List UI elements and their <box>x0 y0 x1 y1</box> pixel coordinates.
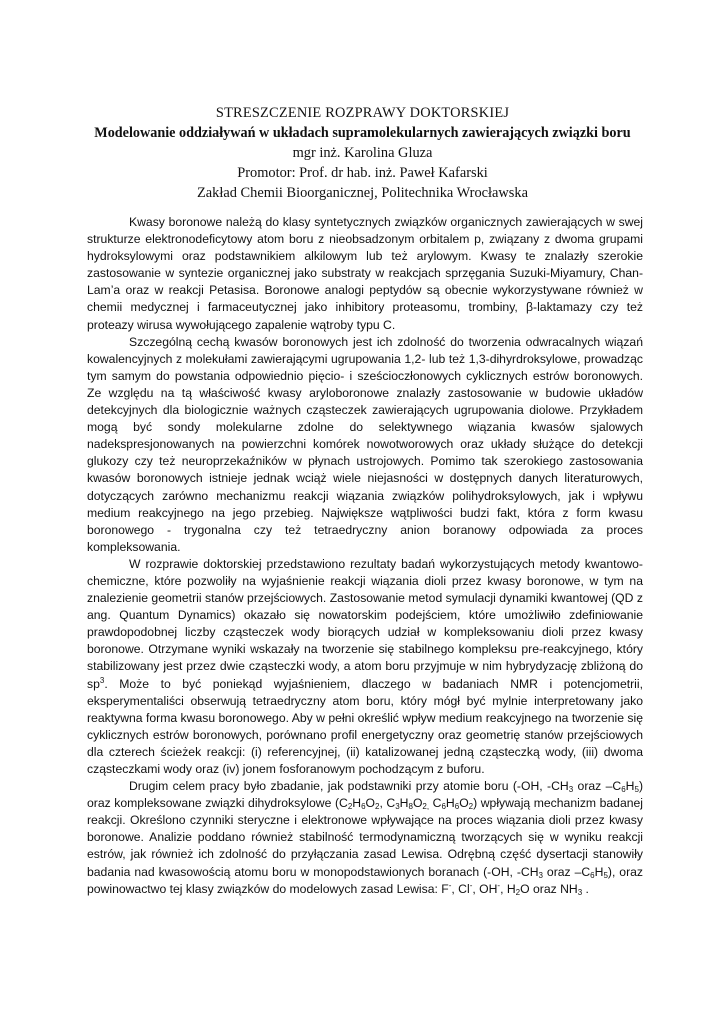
paragraph-4-text: oraz –C <box>542 864 591 879</box>
paragraph-4-text: ) oraz kompleksowane związki dihydroksylowe (C <box>87 779 643 811</box>
subscript: 5 <box>634 785 639 795</box>
paragraph-4-text: O <box>459 796 469 811</box>
paragraph-4-text: , C <box>379 796 396 811</box>
subscript: 2 <box>375 802 380 812</box>
paragraph-3 <box>87 556 643 778</box>
subscript: 2 <box>515 887 521 897</box>
paragraph-4-text: , Cl <box>451 881 470 896</box>
subscript: 6 <box>361 802 366 812</box>
charge-superscript: - <box>448 880 452 890</box>
paragraph-4-text: C <box>429 796 442 811</box>
subscript: 3 <box>538 870 543 880</box>
paragraph-4-text: H <box>352 796 362 811</box>
subscript: 6 <box>621 785 626 795</box>
paragraph-4-text: H <box>399 796 409 811</box>
charge-superscript: - <box>469 880 473 890</box>
subscript: 3 <box>568 785 574 795</box>
paragraph-4-text: H <box>445 796 455 811</box>
thesis-title: Modelowanie oddziaływań w układach supramolekularnych zawierających związki boru <box>94 125 631 141</box>
paragraph-3-text-a: W rozprawie doktorskiej przedstawiono rezultaty badań wykorzystujących metody kwantowo-chemiczne, które pozwoliły na wyjaśnienie reakcji wiązania dioli przez kwasy boronowe, w tym na znalezienie geometrii stanów przejściowych. Zastosowanie metod symulacji dynamiki kwantowej (QD z ang. Quantum Dynamics) okazało się nowatorskim podejściem, które umożliwiło zdefiniowanie prawdopodobnej liczby cząsteczek wody biorących udział w kompleksowaniu dioli przez kwasy boronowe. Otrzymane wyniki wskazały na tworzenie się stabilnego kompleksu pre-reakcyjnego, który stabilizowany jest przez dwie cząsteczki wody, a atom boru przyjmuje w nim hybrydyzację zbliżoną do sp <box>87 556 643 691</box>
hybridization-superscript: 3 <box>99 675 105 685</box>
paragraph-4-text: , OH <box>472 881 498 896</box>
subscript: 6 <box>590 870 595 880</box>
abstract-body <box>87 214 643 898</box>
subscript: 3 <box>395 802 400 812</box>
subscript: 8 <box>408 802 413 812</box>
paragraph-1: Kwasy boronowe należą do klasy syntetycznych związków organicznych zawierających w swej strukturze elektronodeficytowy atom boru z nieobsadzonym orbitalem p, związany z dwoma grupami hydroksylowymi oraz podstawnikiem alkilowym lub też arylowym. Kwasy te znalazły szerokie zastosowanie w syntezie organicznej jako substraty w reakcjach sprzęgania Suzuki-Miyamury, Chan-Lam’a oraz w reakcji Petasisa. Boronowe analogi peptydów są obecnie wykorzystywane również w chemii medycznej i farmaceutycznej jako inhibitory proteasomu, trombiny, β-laktamazy czy też proteazy wirusa wywołującego zapalenie wątroby typu C. <box>87 215 643 332</box>
document-header <box>80 103 645 203</box>
charge-superscript: - <box>497 880 501 890</box>
document-title: STRESZCZENIE ROZPRAWY DOKTORSKIEJ <box>215 105 510 121</box>
paragraph-4 <box>87 778 643 898</box>
promotor-line: Promotor: Prof. dr hab. inż. Paweł Kafarski <box>237 165 488 181</box>
paragraph-4-text: , H <box>500 881 516 896</box>
paragraph-4-text: Drugim celem pracy było zbadanie, jak podstawniki przy atomie boru (-OH, -CH <box>129 779 569 794</box>
paragraph-4-text: O oraz NH <box>520 881 578 896</box>
paragraph-4-text: O <box>365 796 376 811</box>
paragraph-4-text: ), oraz powinowactwo tej klasy związków do modelowych zasad Lewisa: F <box>87 864 643 896</box>
subscript: 2, <box>422 802 430 812</box>
subscript: 6 <box>441 802 446 812</box>
subscript: 2 <box>468 802 474 812</box>
paragraph-2: Szczególną cechą kwasów boronowych jest ich zdolność do tworzenia odwracalnych wiązań kowalencyjnych z molekułami zawierającymi ugrupowania 1,2- lub też 1,3-dihyrdroksylowe, prowadząc tym samym do powstania odpowiednio pięcio- i sześcioczłonowych cyklicznych estrów boronowych. Ze względu na tą właściwość kwasy aryloboronowe znalazły zastosowanie w budowie układów detekcyjnych dla biologicznie ważnych cząsteczek zawierających ugrupowania diolowe. Przykładem mogą być sondy molekularne zdolne do selektywnego wiązania kwasów sjalowych nadekspresjonowanych na powierzchni komórek nowotworowych oraz układy służące do detekcji glukozy czy też neuroprzekaźników w płynach ustrojowych. Pomimo tak szerokiego zastosowania kwasów boronowych istnieje jednak wciąż wiele niejasności w dostępnych danych literaturowych, dotyczących zarówno mechanizmu reakcji wiązania związków polihydroksylowych, jak i wpływu medium reakcyjnego na jego przebieg. Największe wątpliwości budzi fakt, która z form kwasu boronowego - trygonalna czy też tetraedryczny anion boranowy odpowiada za proces kompleksowania. <box>87 334 643 554</box>
paragraph-4-text: oraz –C <box>573 779 622 794</box>
author-name: mgr inż. Karolina Gluza <box>292 145 433 161</box>
subscript: 6 <box>454 802 460 812</box>
paragraph-3-text-b: . Może to być poniekąd wyjaśnieniem, dlaczego w badaniach NMR i potencjometrii, eksperymentaliści obserwują tetraedryczny atom boru, który mógł być mylnie interpretowany jako reaktywna forma kwasu boronowego. Aby w pełni określić wpływ medium reakcyjnego na tworzenie się cyklicznych estrów boronowych, porównano profil energetyczny oraz geometrię stanów przejściowych dla czterech ścieżek reakcji: (i) referencyjnej, (ii) katalizowanej jedną cząsteczką wody, (iii) dwoma cząsteczkami wody oraz (iv) jonem fosforanowym pochodzącym z buforu. <box>87 676 643 776</box>
paragraph-4-text: H <box>625 779 635 794</box>
subscript: 5 <box>603 870 608 880</box>
subscript: 2 <box>347 802 353 812</box>
paragraph-4-text: O <box>412 796 423 811</box>
affiliation-line: Zakład Chemii Bioorganicznej, Politechnika Wrocławska <box>197 185 528 201</box>
paragraph-4-text: H <box>594 864 604 879</box>
subscript: 3 <box>577 887 583 897</box>
paragraph-4-text: . <box>582 881 589 896</box>
paragraph-4-text: ) wpływają mechanizm badanej reakcji. Określono czynniki steryczne i elektronowe wpływające na proces wiązania dioli przez kwasy boronowe. Analizie poddano również stabilność termodynamiczną tworzących się w wyniku reakcji estrów, jak również ich zdolność do przyłączania zasad Lewisa. Odrębną część dysertacji stanowiły badania nad kwasowością atomu boru w monopodstawionych boranach (-OH, -CH <box>87 796 644 879</box>
